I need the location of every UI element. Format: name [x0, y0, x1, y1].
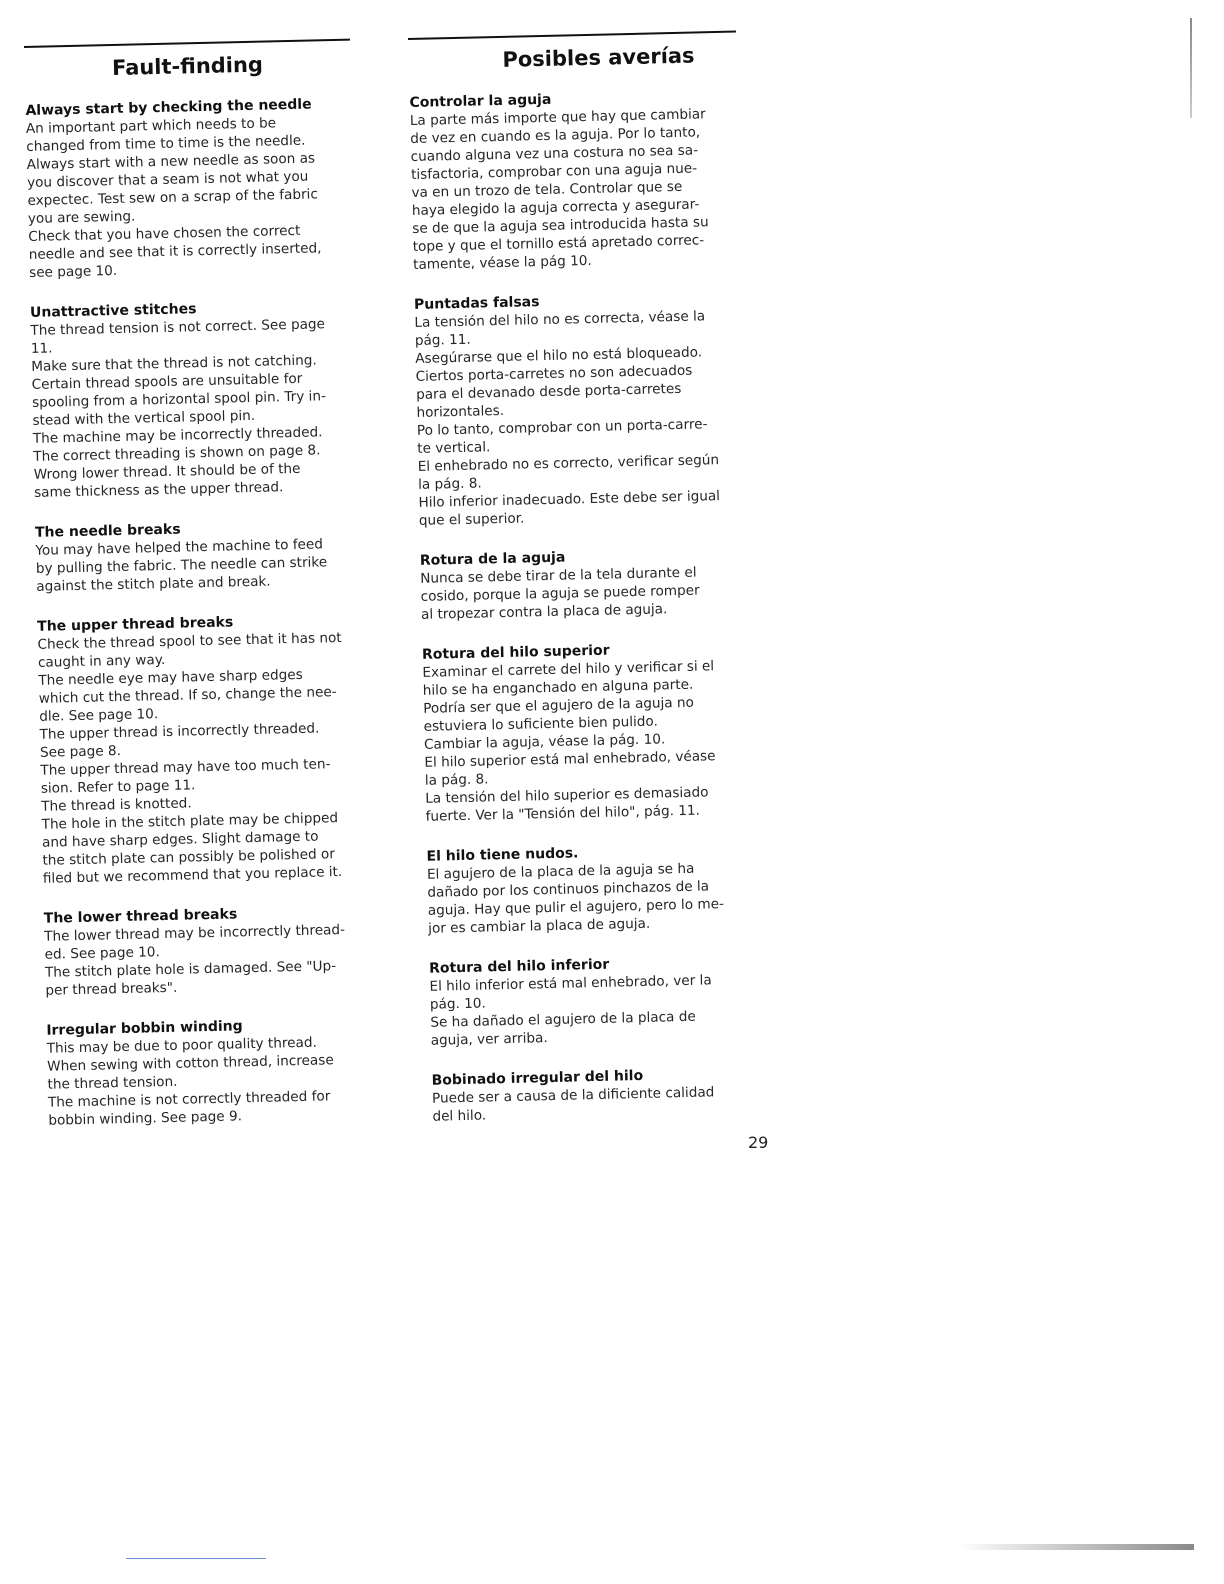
scan-edge-mark [126, 1558, 266, 1559]
section-heading: Irregular bobbin winding [46, 1018, 243, 1039]
section-body: An important part which needs to be changed from time to time is the needle. Always start with a new needle as soon as you discover that a seam is not what you expectec. Test sew on a scrap of the fabric you are sewing. Check that you have chosen the correct needle and see that it is correctly inserted, see page 10. [25, 115, 322, 281]
section-heading: Always start by checking the needle [25, 96, 312, 119]
spanish-sections [409, 86, 788, 1126]
section-body: The thread tension is not correct. See page 11. Make sure that the thread is not catching. Certain thread spools are unsuitable for spooling from a horizontal spool pin. Try in- stead with the vertical spool pin. The machine may be incorrectly threaded. The correct threading is shown on page 8. Wrong lower thread. It should be of the same thickness as the upper thread. [30, 316, 327, 501]
section-body: El agujero de la placa de la aguja se ha dañado por los continuos pinchazos de la aguja. Hay que pulir el agujero, pero lo me- jor es cambiar la placa de aguja. [426, 860, 725, 937]
section-heading: Controlar la aguja [409, 91, 552, 111]
title-rule [24, 39, 350, 48]
fault-section [422, 638, 782, 826]
section-body: Puede ser a causa de la dificiente calidad del hilo. [431, 1084, 715, 1125]
section-heading: Rotura del hilo inferior [428, 956, 610, 977]
fault-section [44, 902, 402, 1000]
fault-section [46, 1014, 404, 1130]
english-sections [25, 94, 404, 1130]
english-column [24, 38, 405, 1152]
fault-section [35, 516, 393, 596]
page-title-english: Fault-finding [111, 52, 264, 81]
section-heading: Rotura de la aguja [419, 549, 566, 569]
section-body: La parte más importe que hay que cambiar de vez en cuando es la aguja. Por lo tanto, cuando alguna vez una costura no sea sa- tisfactoria, comprobar con una aguja nue- va en un trozo de tela. Controlar que se haya elegido la aguja correcta y asegurar- se de que la aguja sea introducida hasta su tope y que el tornillo está apretado correc- tamente, véase la pág 10. [409, 106, 709, 273]
fault-section [431, 1064, 788, 1126]
section-heading: The upper thread breaks [36, 614, 234, 635]
fault-section [426, 840, 784, 938]
fault-section [429, 952, 787, 1050]
section-heading: Puntadas falsas [413, 294, 540, 313]
fault-section [414, 288, 775, 530]
section-heading: Unattractive stitches [29, 301, 197, 321]
scan-edge-mark [958, 1544, 1194, 1550]
section-heading: The lower thread breaks [43, 906, 238, 927]
section-heading: The needle breaks [34, 521, 181, 541]
section-body: You may have helped the machine to feed by pulling the fabric. The needle can strike against the stitch plate and break. [35, 536, 328, 595]
fault-section [30, 296, 390, 502]
fault-section [37, 610, 399, 888]
section-body: La tensión del hilo no es correcta, véase la pág. 11. Asegúrarse que el hilo no está bloqueado. Ciertos porta-carretes no son adecuados para el devanado desde porta-carretes horizontales. Po lo tanto, comprobar con un porta-carre- te vertical. El enhebrado no es correcto, verificar según la pág. 8. Hilo inferior inadecuado. Este debe ser igual que el superior. [414, 308, 721, 529]
section-body: El hilo inferior está mal enhebrado, ver la pág. 10. Se ha dañado el agujero de la placa de aguja, ver arriba. [429, 972, 712, 1049]
fault-section [25, 94, 385, 282]
section-body: Check the thread spool to see that it has not caught in any way. The needle eye may have sharp edges which cut the thread. If so, change the nee- dle. See page 10. The upper thread is incorrectly threaded. See page 8. The upper thread may have too much ten- sion. Refer to page 11. The thread is knotted. The hole in the stitch plate may be chipped and have sharp edges. Slight damage to the stitch plate can possibly be polished or filed but we recommend that you replace it. [37, 629, 343, 887]
section-body: Examinar el carrete del hilo y verificar si el hilo se ha enganchado en alguna parte. Podría ser que el agujero de la aguja no estuviera lo suficiente bien pulido. Cambiar la aguja, véase la pág. 10. El hilo superior está mal enhebrado, véase la pág. 8. La tensión del hilo superior es demasiado fuerte. Ver la "Tensión del hilo", pág. 11. [422, 658, 716, 825]
section-heading: Rotura del hilo superior [421, 642, 610, 663]
section-heading: El hilo tiene nudos. [426, 845, 579, 865]
spanish-column [408, 30, 789, 1148]
scan-edge-mark [1190, 18, 1192, 118]
fault-section [409, 86, 769, 274]
page-title-spanish: Posibles averías [502, 43, 695, 72]
title-rule [408, 31, 736, 40]
section-body: The lower thread may be incorrectly thread- ed. See page 10. The stitch plate hole is damaged. See "Up- per thread breaks". [44, 921, 346, 999]
page-number: 29 [748, 1133, 769, 1152]
section-body: Nunca se debe tirar de la tela durante el cosido, porque la aguja se puede romper al tropezar contra la placa de aguja. [420, 564, 700, 623]
section-body: This may be due to poor quality thread. When sewing with cotton thread, increase the thread tension. The machine is not correctly threaded for bobbin winding. See page 9. [46, 1034, 334, 1129]
fault-section [420, 544, 778, 624]
section-heading: Bobinado irregular del hilo [431, 1067, 644, 1089]
